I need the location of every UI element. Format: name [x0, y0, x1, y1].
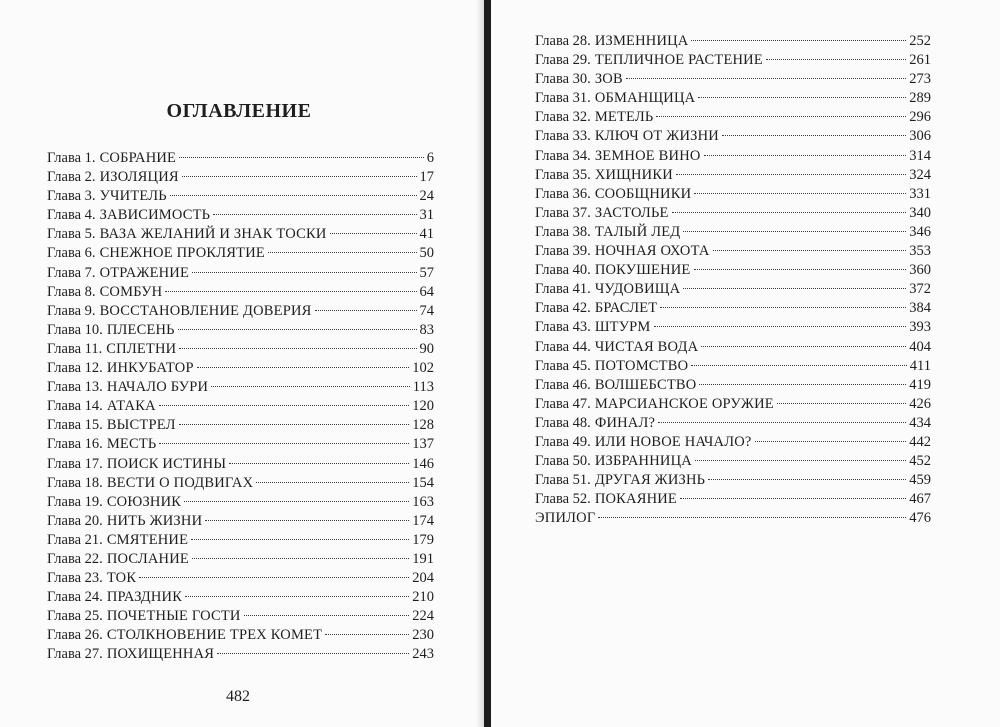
dot-leader: [766, 59, 906, 60]
page-ref: 273: [909, 71, 931, 88]
toc-entry: [47, 416, 434, 435]
dot-leader: [325, 634, 409, 635]
dot-leader: [691, 365, 907, 366]
toc-entry: [47, 626, 434, 645]
dot-leader: [626, 78, 906, 79]
chapter-number: Глава 37.: [535, 204, 591, 221]
page-ref: 90: [419, 340, 434, 357]
chapter-number: Глава 29.: [535, 52, 591, 69]
dot-leader: [139, 577, 409, 578]
chapter-number: Глава 3.: [47, 188, 96, 205]
page-ref: 24: [419, 188, 434, 205]
dot-leader: [205, 520, 409, 521]
chapter-number: Глава 34.: [535, 147, 591, 164]
dot-leader: [658, 422, 906, 423]
toc-entry: [535, 414, 931, 433]
chapter-title: ЗОВ: [594, 71, 623, 88]
page-ref: 411: [909, 357, 931, 374]
dot-leader: [159, 443, 409, 444]
chapter-title: ЗАСТОЛЬЕ: [594, 204, 669, 221]
dot-leader: [192, 558, 409, 559]
chapter-number: Глава 1.: [47, 150, 96, 166]
page-ref: 31: [419, 207, 434, 224]
dot-leader: [217, 653, 409, 654]
toc-entry: [535, 376, 931, 395]
chapter-number: Глава 48.: [535, 414, 591, 431]
chapter-number: Глава 21.: [47, 531, 103, 548]
chapter-number: Глава 12.: [47, 360, 103, 377]
page-ref: 137: [412, 436, 434, 453]
chapter-number: Глава 18.: [47, 474, 103, 491]
chapter-number: Глава 8.: [47, 283, 96, 300]
chapter-title: ВОССТАНОВЛЕНИЕ ДОВЕРИЯ: [99, 302, 312, 319]
chapter-title: ОБМАНЩИЦА: [594, 90, 696, 107]
dot-leader: [660, 307, 906, 308]
toc-entry: [535, 338, 931, 357]
toc-entry: [535, 471, 931, 490]
page-ref: 57: [419, 264, 434, 281]
chapter-title: МЕСТЬ: [106, 436, 157, 453]
toc-entry: [47, 264, 434, 283]
page-ref: 306: [909, 128, 931, 145]
book-spine-gutter: [484, 0, 491, 727]
chapter-number: Глава 35.: [535, 166, 591, 183]
chapter-title: ЧИСТАЯ ВОДА: [594, 338, 699, 355]
chapter-title: ЧУДОВИЩА: [594, 281, 681, 298]
chapter-number: Глава 38.: [535, 223, 591, 240]
dot-leader: [229, 463, 409, 464]
chapter-number: Глава 46.: [535, 376, 591, 393]
dot-leader: [694, 193, 906, 194]
chapter-title: АТАКА: [106, 398, 156, 415]
chapter-number: Глава 17.: [47, 455, 103, 472]
toc-entry: [535, 299, 931, 318]
toc-entry: [47, 378, 434, 397]
chapter-number: Глава 22.: [47, 550, 103, 567]
chapter-title: ТАЛЫЙ ЛЕД: [594, 223, 681, 240]
chapter-number: Глава 23.: [47, 570, 103, 587]
dot-leader: [704, 155, 907, 156]
chapter-number: Глава 15.: [47, 417, 103, 434]
chapter-title: СНЕЖНОЕ ПРОКЛЯТИЕ: [99, 245, 265, 262]
toc-entry: [47, 550, 434, 569]
page-ref: 372: [909, 281, 931, 298]
toc-heading: ОГЛАВЛЕНИЕ: [166, 100, 312, 122]
dot-leader: [698, 97, 906, 98]
toc-entry: [47, 206, 434, 225]
page-ref: 442: [909, 433, 931, 450]
dot-leader: [656, 116, 906, 117]
toc-entry: [535, 166, 931, 185]
page-ref: 120: [412, 398, 434, 415]
chapter-title: ДРУГАЯ ЖИЗНЬ: [594, 472, 706, 489]
toc-entry: [47, 168, 434, 187]
dot-leader: [185, 596, 409, 597]
page-ref: 50: [419, 245, 434, 262]
chapter-number: Глава 11.: [47, 340, 103, 357]
chapter-number: Глава 2.: [47, 169, 96, 186]
toc-entry: [535, 452, 931, 471]
toc-entry: [535, 261, 931, 280]
chapter-number: Глава 47.: [535, 395, 591, 412]
toc-entry: [47, 321, 434, 340]
toc-entry: [47, 474, 434, 493]
dot-leader: [178, 329, 417, 330]
dot-leader: [192, 272, 416, 273]
chapter-number: Глава 28.: [535, 33, 591, 49]
page-ref: 261: [909, 52, 931, 69]
chapter-title: ТЕПЛИЧНОЕ РАСТЕНИЕ: [594, 52, 763, 69]
dot-leader: [691, 40, 906, 41]
chapter-title: ФИНАЛ?: [594, 414, 656, 431]
page-ref: 179: [412, 531, 434, 548]
page-ref: 113: [412, 379, 434, 396]
toc-entry: [535, 280, 931, 299]
chapter-title: ИЗМЕННИЦА: [594, 33, 689, 49]
chapter-title: ПОКАЯНИЕ: [594, 491, 677, 508]
dot-leader: [680, 498, 906, 499]
chapter-title: ЗЕМНОЕ ВИНО: [594, 147, 701, 164]
toc-entry: [47, 645, 434, 664]
toc-entry: [535, 32, 931, 51]
page-ref: 360: [909, 262, 931, 279]
chapter-title: БРАСЛЕТ: [594, 300, 658, 317]
toc-entry: [47, 340, 434, 359]
chapter-title: ШТУРМ: [594, 319, 651, 336]
toc-entry: [535, 147, 931, 166]
page-ref: 404: [909, 338, 931, 355]
chapter-title: ПОТОМСТВО: [594, 357, 689, 374]
page-ref: 331: [909, 185, 931, 202]
chapter-title: МАРСИАНСКОЕ ОРУЖИЕ: [594, 395, 774, 412]
dot-leader: [184, 501, 409, 502]
chapter-title: ПОСЛАНИЕ: [106, 550, 189, 567]
chapter-number: Глава 10.: [47, 321, 103, 338]
page-ref: 204: [412, 570, 434, 587]
chapter-number: Глава 7.: [47, 264, 96, 281]
chapter-title: ОТРАЖЕНИЕ: [99, 264, 190, 281]
toc-entry: [535, 223, 931, 242]
chapter-number: Глава 45.: [535, 357, 591, 374]
page-ref: 41: [419, 226, 434, 243]
page-ref: 324: [909, 166, 931, 183]
chapter-title: ИЗБРАННИЦА: [594, 453, 692, 470]
toc-entry: [47, 493, 434, 512]
chapter-number: Глава 51.: [535, 472, 591, 489]
chapter-title: ТОК: [106, 570, 137, 587]
chapter-title: СОЮЗНИК: [106, 493, 182, 510]
chapter-number: Глава 52.: [535, 491, 591, 508]
chapter-number: Глава 19.: [47, 493, 103, 510]
toc-entry: [535, 108, 931, 127]
toc-entry: [535, 433, 931, 452]
dot-leader: [777, 403, 906, 404]
page-ref: 426: [909, 395, 931, 412]
toc-entry: [47, 588, 434, 607]
chapter-title: ВЕСТИ О ПОДВИГАХ: [106, 474, 254, 491]
chapter-title: ИНКУБАТОР: [106, 360, 194, 377]
chapter-title: СМЯТЕНИЕ: [106, 531, 189, 548]
toc-entry: [47, 359, 434, 378]
dot-leader: [695, 460, 906, 461]
page-ref: 353: [909, 243, 931, 260]
dot-leader: [256, 482, 409, 483]
toc-list-left: [47, 149, 434, 665]
page-ref: 384: [909, 300, 931, 317]
page-ref: 154: [412, 474, 434, 491]
page-ref: 102: [412, 360, 434, 377]
chapter-number: Глава 26.: [47, 627, 103, 644]
chapter-number: Глава 41.: [535, 281, 591, 298]
page-ref: 230: [412, 627, 434, 644]
page-ref: 252: [909, 33, 931, 49]
toc-entry: [535, 127, 931, 146]
chapter-title: МЕТЕЛЬ: [594, 109, 654, 126]
chapter-number: Глава 31.: [535, 90, 591, 107]
toc-entry: [535, 89, 931, 108]
toc-entry: [47, 225, 434, 244]
page-ref: 393: [909, 319, 931, 336]
chapter-number: Глава 42.: [535, 300, 591, 317]
chapter-number: Глава 20.: [47, 512, 103, 529]
dot-leader: [672, 212, 907, 213]
chapter-number: Глава 32.: [535, 109, 591, 126]
page-ref: 340: [909, 204, 931, 221]
dot-leader: [213, 214, 416, 215]
chapter-title: СОБРАНИЕ: [99, 150, 177, 166]
chapter-number: Глава 13.: [47, 379, 103, 396]
dot-leader: [708, 479, 906, 480]
dot-leader: [330, 233, 417, 234]
dot-leader: [159, 405, 409, 406]
gutter-shadow-left: [476, 0, 484, 727]
toc-entry: [47, 187, 434, 206]
chapter-title: ИЛИ НОВОЕ НАЧАЛО?: [594, 433, 752, 450]
page-ref: 459: [909, 472, 931, 489]
toc-entry: [47, 397, 434, 416]
chapter-number: Глава 33.: [535, 128, 591, 145]
chapter-number: Глава 25.: [47, 608, 103, 625]
chapter-number: Глава 14.: [47, 398, 103, 415]
chapter-number: Глава 39.: [535, 243, 591, 260]
chapter-number: Глава 6.: [47, 245, 96, 262]
toc-entry: [47, 512, 434, 531]
chapter-title: СПЛЕТНИ: [106, 340, 177, 357]
chapter-number: Глава 27.: [47, 646, 103, 663]
chapter-title: ВОЛШЕБСТВО: [594, 376, 697, 393]
page-ref: 174: [412, 512, 434, 529]
chapter-title: ВАЗА ЖЕЛАНИЙ И ЗНАК ТОСКИ: [99, 226, 327, 243]
dot-leader: [244, 615, 410, 616]
left-page: [0, 0, 484, 727]
chapter-number: Глава 4.: [47, 207, 96, 224]
dot-leader: [683, 288, 906, 289]
dot-leader: [713, 250, 907, 251]
chapter-number: Глава 50.: [535, 453, 591, 470]
chapter-number: Глава 44.: [535, 338, 591, 355]
toc-entry: [47, 302, 434, 321]
chapter-title: СОМБУН: [99, 283, 163, 300]
chapter-number: Глава 49.: [535, 433, 591, 450]
chapter-title: ПЛЕСЕНЬ: [106, 321, 175, 338]
dot-leader: [701, 346, 906, 347]
chapter-title: НАЧАЛО БУРИ: [106, 379, 209, 396]
toc-entry: [535, 70, 931, 89]
dot-leader: [315, 310, 417, 311]
chapter-title: ЗАВИСИМОСТЬ: [99, 207, 211, 224]
dot-leader: [722, 135, 906, 136]
toc-entry: [535, 357, 931, 376]
page-ref: 146: [412, 455, 434, 472]
chapter-title: НОЧНАЯ ОХОТА: [594, 243, 710, 260]
dot-leader: [179, 424, 410, 425]
dot-leader: [179, 157, 424, 158]
page-ref: 346: [909, 223, 931, 240]
toc-entry: [535, 395, 931, 414]
toc-entry: [47, 244, 434, 263]
chapter-title: ПОКУШЕНИЕ: [594, 262, 691, 279]
chapter-number: Глава 24.: [47, 589, 103, 606]
page-ref: 419: [909, 376, 931, 393]
toc-entry: [535, 509, 931, 528]
chapter-number: Глава 5.: [47, 226, 96, 243]
page-ref: 243: [412, 646, 434, 663]
page-ref: 452: [909, 453, 931, 470]
dot-leader: [170, 195, 417, 196]
toc-list-right: [535, 32, 931, 528]
dot-leader: [191, 539, 409, 540]
dot-leader: [268, 252, 417, 253]
page-ref: 163: [412, 493, 434, 510]
page-ref: 17: [419, 169, 434, 186]
page-ref: 64: [419, 283, 434, 300]
chapter-title: КЛЮЧ ОТ ЖИЗНИ: [594, 128, 719, 145]
chapter-title: ПОХИЩЕННАЯ: [106, 646, 215, 663]
chapter-number: Глава 43.: [535, 319, 591, 336]
page-ref: 128: [412, 417, 434, 434]
page-ref: 191: [412, 550, 434, 567]
page-number: 482: [226, 688, 250, 705]
chapter-title: СТОЛКНОВЕНИЕ ТРЕХ КОМЕТ: [106, 627, 323, 644]
page-ref: 434: [909, 414, 931, 431]
page-ref: 467: [909, 491, 931, 508]
dot-leader: [755, 441, 907, 442]
page-ref: 210: [412, 589, 434, 606]
dot-leader: [598, 517, 906, 518]
dot-leader: [694, 269, 907, 270]
dot-leader: [211, 386, 410, 387]
page-ref: 224: [412, 608, 434, 625]
chapter-title: ПОИСК ИСТИНЫ: [106, 455, 227, 472]
toc-entry: [535, 490, 931, 509]
toc-entry: [47, 435, 434, 454]
page-ref: 289: [909, 90, 931, 107]
toc-entry: [47, 283, 434, 302]
page-ref: 314: [909, 147, 931, 164]
toc-entry: [47, 531, 434, 550]
dot-leader: [182, 176, 417, 177]
dot-leader: [165, 291, 416, 292]
toc-entry: [47, 455, 434, 474]
chapter-title: НИТЬ ЖИЗНИ: [106, 512, 203, 529]
page-ref: 74: [419, 302, 434, 319]
toc-entry: [47, 569, 434, 588]
dot-leader: [179, 348, 416, 349]
toc-entry: [535, 185, 931, 204]
chapter-number: Глава 30.: [535, 71, 591, 88]
page-ref: 6: [426, 150, 434, 166]
right-page: [491, 0, 1000, 727]
toc-entry: [535, 242, 931, 261]
chapter-title: ПОЧЕТНЫЕ ГОСТИ: [106, 608, 241, 625]
chapter-number: Глава 16.: [47, 436, 103, 453]
chapter-number: Глава 40.: [535, 262, 591, 279]
dot-leader: [683, 231, 906, 232]
dot-leader: [699, 384, 906, 385]
chapter-title: ВЫСТРЕЛ: [106, 417, 176, 434]
page-ref: 476: [909, 510, 931, 527]
chapter-title: ХИЩНИКИ: [594, 166, 673, 183]
page-ref: 296: [909, 109, 931, 126]
chapter-title: ПРАЗДНИК: [106, 589, 183, 606]
chapter-number: Глава 9.: [47, 302, 96, 319]
chapter-title: ИЗОЛЯЦИЯ: [99, 169, 179, 186]
dot-leader: [654, 326, 907, 327]
toc-entry: [47, 149, 434, 168]
chapter-title: ЭПИЛОГ: [535, 510, 596, 527]
chapter-title: СООБЩНИКИ: [594, 185, 692, 202]
toc-entry: [47, 607, 434, 626]
chapter-number: Глава 36.: [535, 185, 591, 202]
page-ref: 83: [419, 321, 434, 338]
chapter-title: УЧИТЕЛЬ: [99, 188, 167, 205]
toc-entry: [535, 51, 931, 70]
toc-entry: [535, 318, 931, 337]
dot-leader: [676, 174, 906, 175]
toc-entry: [535, 204, 931, 223]
dot-leader: [197, 367, 410, 368]
